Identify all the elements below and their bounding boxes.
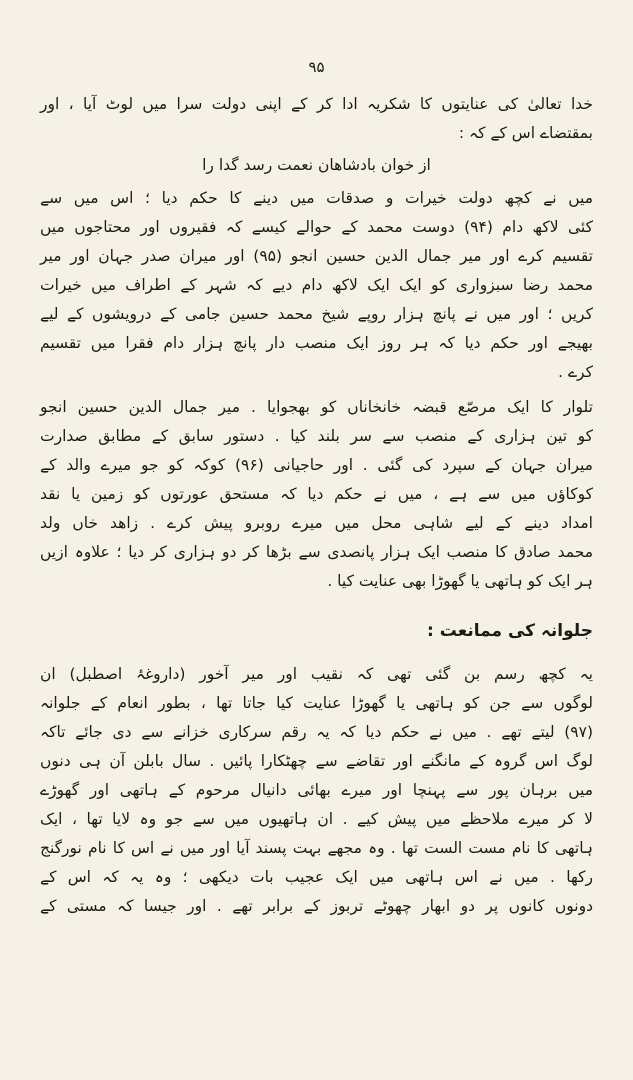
text-line: میں برہان پور سے پہنچا اور میرے بھائی دانیال مرحوم کے ہاتھی اور گھوڑے (40, 781, 593, 799)
text-line: لوگوں سے جن کو ہاتھی یا گھوڑا عنایت کیا جاتا تھا ، بطور انعام کے جلوانہ (40, 694, 593, 712)
page-number: ۹۵ (308, 58, 325, 76)
text-line: ہر ایک کو ہاتھی یا گھوڑا بھی عنایت کیا . (327, 572, 593, 590)
paragraph-appointments (40, 393, 593, 596)
text-line: میران جہان کے سپرد کی گئی . اور حاجیانی (۹۶) کوکہ کو جو میرے والد کے (40, 456, 593, 474)
text-line: محمد رضا سبزواری کو ایک ایک لاکھ دام دیے کہ شہر کے اطراف میں خیرات (40, 276, 593, 294)
text-line: یہ کچھ رسم بن گئی تھی کہ نقیب اور میر آخور (داروغۂ اصطبل) ان (40, 665, 593, 683)
section-heading: جلوانہ کی ممانعت : (427, 621, 593, 641)
text-line: کئی لاکھ دام (۹۴) دوست محمد کے حوالے کیسے کہ فقیروں اور محتاجوں میں (40, 218, 593, 236)
text-line: خدا تعالیٰ کی عنایتوں کا شکریہ ادا کر کے اپنی دولت سرا میں لوٹ آیا ، اور (40, 95, 593, 113)
paragraph-charity (40, 184, 593, 387)
text-line: تقسیم کرے اور میر جمال الدین حسین انجو (۹۵) اور میران صدر جہان اور میر (40, 247, 593, 265)
persian-verse: از خوان بادشاهان نعمت رسد گدا را (202, 156, 431, 174)
text-line: (۹۷) لیتے تھے . میں نے حکم دیا کہ یہ رقم سرکاری خزانے سے دی جائے تاکہ (40, 723, 593, 741)
text-line: امداد دینے کے لیے شاہی محل میں میرے روبرو پیش کرے . زاهد خاں ولد (40, 514, 593, 532)
text-line: بھیجے اور حکم دیا کہ ہر روز ایک منصب دار پانچ ہزار دام فقرا میں تقسیم (40, 334, 593, 352)
text-line: کرے . (558, 363, 593, 381)
text-line: بمقتضاے اس کے کہ : (458, 124, 593, 142)
intro-block (40, 90, 593, 148)
text-line: محمد صادق کا منصب ایک ہزار پانصدی سے بڑھا کر دو ہزاری کر دیا ؛ علاوہ ازیں (40, 543, 593, 561)
text-line: تلوار کا ایک مرصّع قبضہ خانخاناں کو بھجوایا . میر جمال الدین حسین انجو (40, 398, 593, 416)
text-line: کریں ؛ اور میں نے پانچ ہزار روپے شیخ محمد حسین جامی کے درویشوں کے لیے (40, 305, 593, 323)
text-line: میں نے کچھ دولت خیرات و صدقات میں دینے کا حکم دیا ؛ اس میں سے (40, 189, 593, 207)
paragraph-jalwana (40, 660, 593, 921)
text-line: رکھا . میں نے اس ہاتھی میں ایک عجیب بات دیکھی ؛ وہ یہ کہ اس کے (40, 868, 593, 886)
text-line: کوکاؤں میں سے ہے ، میں نے حکم دیا کہ مستحق عورتوں کو زمین یا نقد (40, 485, 593, 503)
text-line: لا کر میرے ملاحظے میں پیش کیے . ان ہاتھیوں میں سے جو وہ لایا تھا ، ایک (40, 810, 593, 828)
text-line: دونوں کانوں پر دو ابھار چھوٹے تربوز کے برابر تھے . اور جیسا کہ مستی کے (40, 897, 593, 915)
text-line: ہاتھی کا نام مست الست تھا . وہ مجھے بہت پسند آیا اور میں نے اس کا نام نورگنج (40, 839, 593, 857)
text-line: کو تین ہزاری کے منصب سے سر بلند کیا . دستور سابق کے مطابق صدارت (40, 427, 593, 445)
text-line: لوگ اس گروہ کے مانگنے اور تقاضے سے چھٹکارا پائیں . سال بابلن آن ہی دنوں (40, 752, 593, 770)
